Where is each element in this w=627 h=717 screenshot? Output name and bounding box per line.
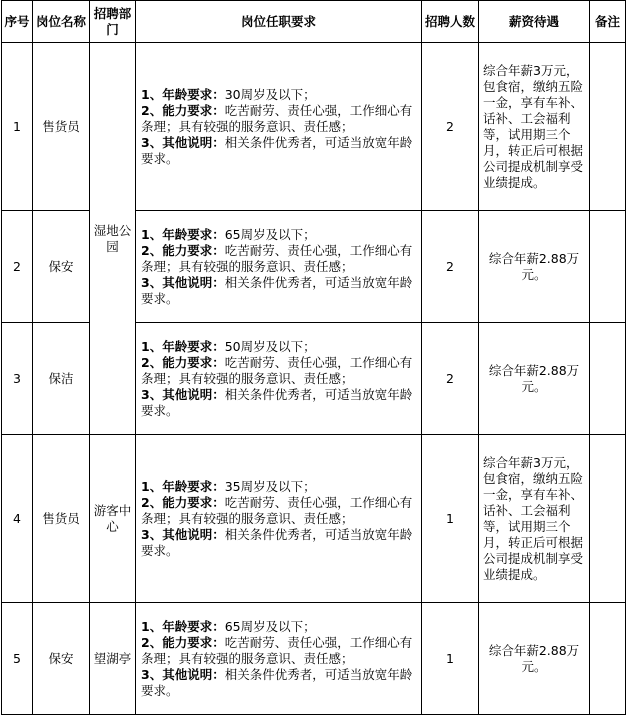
header-dept: 招聘部门	[90, 1, 136, 43]
row-position: 售货员	[33, 435, 90, 603]
req-other-label: 3、其他说明：	[141, 134, 225, 150]
req-age-label: 1、年龄要求：	[141, 226, 225, 242]
row-salary: 综合年薪3万元，包食宿，缴纳五险一金，享有车补、话补、工会福利等，试用期三个月，转正后可根据公司提成机制享受业绩提成。	[479, 43, 590, 211]
header-salary: 薪资待遇	[479, 1, 590, 43]
header-count: 招聘人数	[422, 1, 479, 43]
req-age-label: 1、年龄要求：	[141, 338, 225, 354]
req-ability-label: 2、能力要求：	[141, 102, 225, 118]
header-requirements: 岗位任职要求	[136, 1, 422, 43]
req-other: 相关条件优秀者，可适当放宽年龄要求。	[141, 134, 413, 166]
req-other-label: 3、其他说明：	[141, 386, 225, 402]
row-dept: 游客中心	[90, 435, 136, 603]
row-remark	[590, 211, 626, 323]
req-ability-label: 2、能力要求：	[141, 354, 225, 370]
header-row	[2, 1, 626, 43]
row-salary: 综合年薪3万元，包食宿，缴纳五险一金，享有车补、话补、工会福利等，试用期三个月，转正后可根据公司提成机制享受业绩提成。	[479, 435, 590, 603]
row-count: 1	[422, 603, 479, 715]
req-age-label: 1、年龄要求：	[141, 478, 225, 494]
row-requirements	[136, 435, 422, 603]
row-no: 3	[2, 323, 33, 435]
table-row	[2, 43, 626, 211]
row-position: 保安	[33, 211, 90, 323]
header-position: 岗位名称	[33, 1, 90, 43]
row-remark	[590, 603, 626, 715]
row-remark	[590, 435, 626, 603]
req-other: 相关条件优秀者，可适当放宽年龄要求。	[141, 666, 413, 698]
req-age-label: 1、年龄要求：	[141, 618, 225, 634]
row-requirements	[136, 211, 422, 323]
req-other-label: 3、其他说明：	[141, 526, 225, 542]
req-age: 65周岁及以下；	[224, 618, 316, 634]
header-remark: 备注	[590, 1, 626, 43]
req-age-label: 1、年龄要求：	[141, 86, 225, 102]
req-ability: 吃苦耐劳、责任心强，工作细心有条理；具有较强的服务意识、责任感；	[141, 242, 413, 274]
row-requirements	[136, 43, 422, 211]
table-row	[2, 435, 626, 603]
row-no: 1	[2, 43, 33, 211]
row-position: 保洁	[33, 323, 90, 435]
row-salary: 综合年薪2.88万元。	[479, 603, 590, 715]
row-salary: 综合年薪2.88万元。	[479, 211, 590, 323]
row-no: 5	[2, 603, 33, 715]
row-position: 售货员	[33, 43, 90, 211]
req-ability: 吃苦耐劳、责任心强，工作细心有条理；具有较强的服务意识、责任感；	[141, 634, 413, 666]
row-requirements	[136, 603, 422, 715]
req-age: 50周岁及以下；	[224, 338, 316, 354]
req-other: 相关条件优秀者，可适当放宽年龄要求。	[141, 526, 413, 558]
row-no: 4	[2, 435, 33, 603]
req-other-label: 3、其他说明：	[141, 274, 225, 290]
row-position: 保安	[33, 603, 90, 715]
req-ability: 吃苦耐劳、责任心强，工作细心有条理；具有较强的服务意识、责任感；	[141, 494, 413, 526]
row-dept: 望湖亭	[90, 603, 136, 715]
row-count: 2	[422, 211, 479, 323]
req-other-label: 3、其他说明：	[141, 666, 225, 682]
req-ability-label: 2、能力要求：	[141, 634, 225, 650]
row-dept: 湿地公园	[90, 43, 136, 435]
row-no: 2	[2, 211, 33, 323]
req-other: 相关条件优秀者，可适当放宽年龄要求。	[141, 274, 413, 306]
row-remark	[590, 43, 626, 211]
row-remark	[590, 323, 626, 435]
row-requirements	[136, 323, 422, 435]
header-no: 序号	[2, 1, 33, 43]
row-count: 2	[422, 43, 479, 211]
req-age: 65周岁及以下；	[224, 226, 316, 242]
req-age: 35周岁及以下；	[224, 478, 316, 494]
row-salary: 综合年薪2.88万元。	[479, 323, 590, 435]
row-count: 2	[422, 323, 479, 435]
req-ability: 吃苦耐劳、责任心强，工作细心有条理；具有较强的服务意识、责任感；	[141, 354, 413, 386]
req-other: 相关条件优秀者，可适当放宽年龄要求。	[141, 386, 413, 418]
req-ability-label: 2、能力要求：	[141, 242, 225, 258]
row-count: 1	[422, 435, 479, 603]
req-ability-label: 2、能力要求：	[141, 494, 225, 510]
req-ability: 吃苦耐劳、责任心强，工作细心有条理；具有较强的服务意识、责任感；	[141, 102, 413, 134]
req-age: 30周岁及以下；	[224, 86, 316, 102]
table-row	[2, 603, 626, 715]
recruitment-table	[1, 0, 626, 715]
